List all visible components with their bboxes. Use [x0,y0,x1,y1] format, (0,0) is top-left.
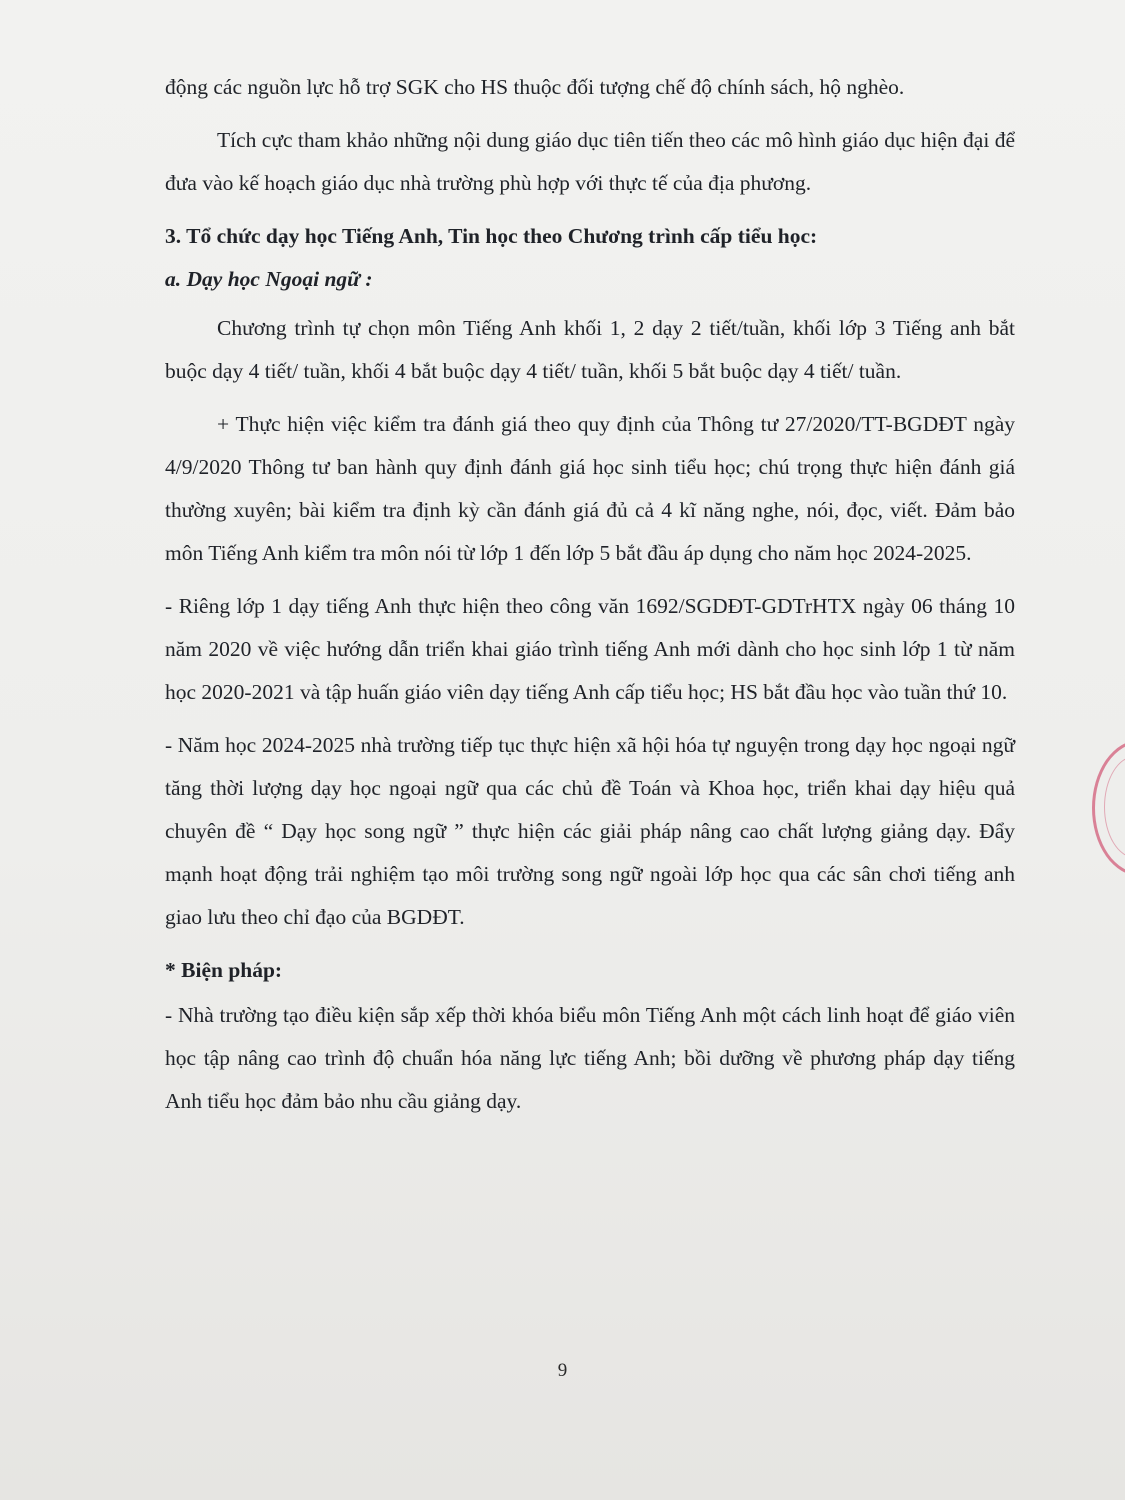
paragraph-measures: - Nhà trường tạo điều kiện sắp xếp thời khóa biểu môn Tiếng Anh một cách linh hoạt để giáo viên học tập nâng cao trình độ chuẩn hóa năng lực tiếng Anh; bồi dưỡng về phương pháp dạy tiếng Anh tiểu học đảm bảo nhu cầu giảng dạy. [165,1003,1015,1113]
paragraph-sgk-support: động các nguồn lực hỗ trợ SGK cho HS thuộc đối tượng chế độ chính sách, hộ nghèo. [165,75,905,99]
document-body [165,66,1015,1133]
measures-heading: * Biện pháp: [165,958,283,982]
subsection-heading-a: a. Dạy học Ngoại ngữ : [165,267,373,291]
page-number: 9 [557,1360,568,1381]
paragraph-advanced-education: Tích cực tham khảo những nội dung giáo dục tiên tiến theo các mô hình giáo dục hiện đại để đưa vào kế hoạch giáo dục nhà trường phù hợp với thực tế của địa phương. [165,128,1015,195]
section-heading-3: 3. Tổ chức dạy học Tiếng Anh, Tin học theo Chương trình cấp tiểu học: [165,224,818,248]
paragraph-assessment: + Thực hiện việc kiểm tra đánh giá theo quy định của Thông tư 27/2020/TT-BGDĐT ngày 4/9/2020 Thông tư ban hành quy định đánh giá học sinh tiểu học; chú trọng thực hiện đánh giá thường xuyên; bài kiểm tra định kỳ cần đánh giá đủ cả 4 kĩ năng nghe, nói, đọc, viết. Đảm bảo môn Tiếng Anh kiểm tra môn nói từ lớp 1 đến lớp 5 bắt đầu áp dụng cho năm học 2024-2025. [165,412,1015,565]
paragraph-grade1-english: - Riêng lớp 1 dạy tiếng Anh thực hiện theo công văn 1692/SGDĐT-GDTrHTX ngày 06 tháng 10 năm 2020 về việc hướng dẫn triển khai giáo trình tiếng Anh mới dành cho học sinh lớp 1 từ năm học 2020-2021 và tập huấn giáo viên dạy tiếng Anh cấp tiểu học; HS bắt đầu học vào tuần thứ 10. [165,594,1015,704]
paragraph-school-year-plan: - Năm học 2024-2025 nhà trường tiếp tục thực hiện xã hội hóa tự nguyện trong dạy học ngoại ngữ tăng thời lượng dạy học ngoại ngữ qua các chủ đề Toán và Khoa học, triển khai dạy hiệu quả chuyên đề “ Dạy học song ngữ ” thực hiện các giải pháp nâng cao chất lượng giảng dạy. Đẩy mạnh hoạt động trải nghiệm tạo môi trường song ngữ ngoài lớp học qua các sân chơi tiếng anh giao lưu theo chỉ đạo của BGDĐT. [165,733,1015,929]
paragraph-english-program: Chương trình tự chọn môn Tiếng Anh khối 1, 2 dạy 2 tiết/tuần, khối lớp 3 Tiếng anh bắt buộc dạy 4 tiết/ tuần, khối 4 bắt buộc dạy 4 tiết/ tuần, khối 5 bắt buộc dạy 4 tiết/ tuần. [165,316,1015,383]
